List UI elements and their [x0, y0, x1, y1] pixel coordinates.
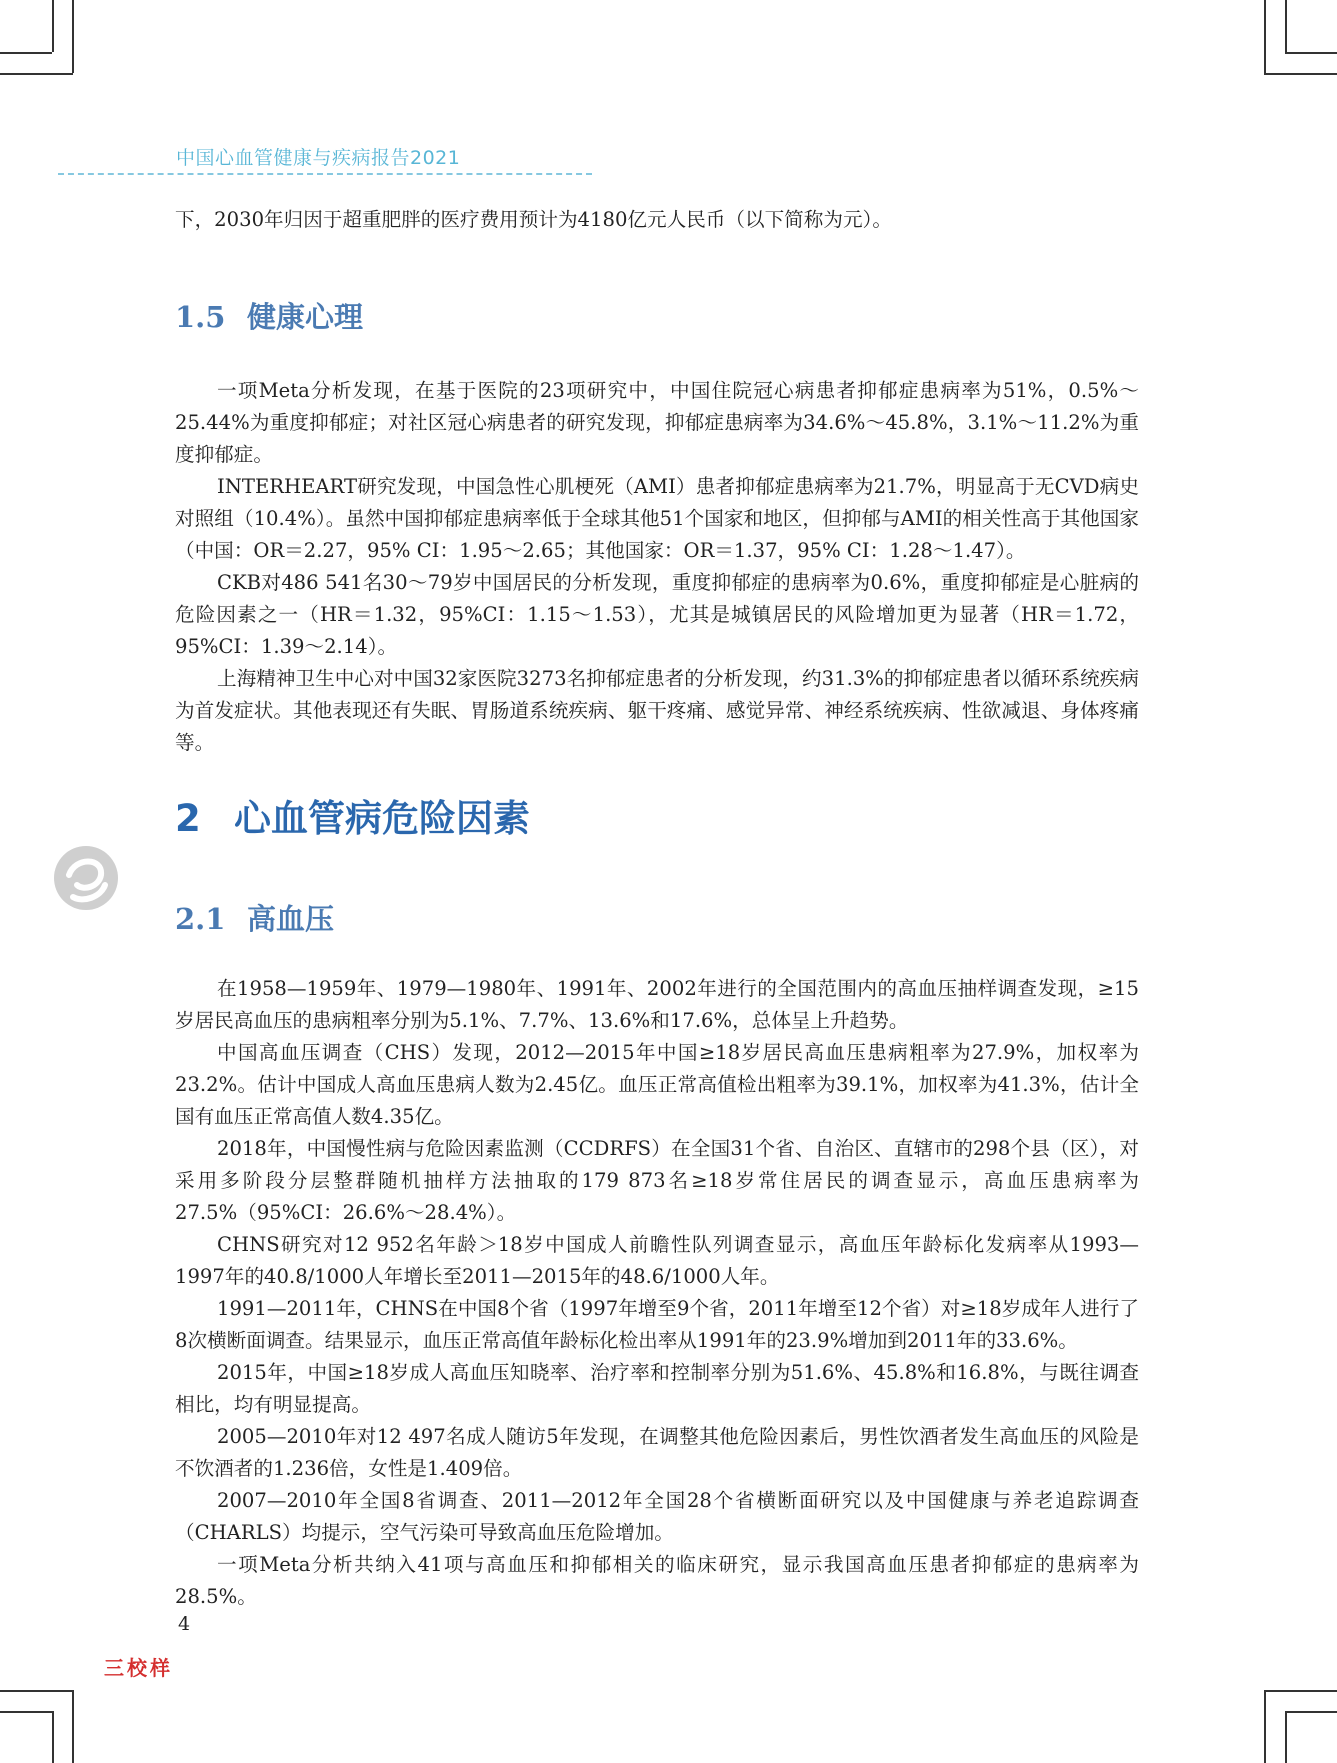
crop-mark-bottom-left-v2	[52, 1711, 54, 1763]
crop-mark-top-right-h2	[1285, 52, 1337, 54]
crop-mark-top-left-h	[0, 73, 73, 75]
running-header: 中国心血管健康与疾病报告2021	[176, 147, 461, 169]
paragraph: CHNS研究对12 952名年龄＞18岁中国成人前瞻性队列调查显示，高血压年龄标化发病率从1993—1997年的40.8/1000人年增长至2011—2015年的48.6/1000人年。	[175, 1233, 1139, 1288]
paragraph: 2005—2010年对12 497名成人随访5年发现，在调整其他危险因素后，男性饮酒者发生高血压的风险是不饮酒者的1.236倍，女性是1.409倍。	[175, 1425, 1139, 1480]
swirl-logo-icon	[53, 845, 119, 911]
crop-mark-bottom-right-v2	[1285, 1711, 1287, 1763]
section-title: 健康心理	[247, 300, 364, 334]
chapter-number: 2	[175, 797, 201, 840]
paragraph: 在1958—1959年、1979—1980年、1991年、2002年进行的全国范围内的高血压抽样调查发现，≥15岁居民高血压的患病粗率分别为5.1%、7.7%、13.6%和17.6%，总体呈上升趋势。	[175, 977, 1139, 1032]
section-1-5-body	[175, 375, 1139, 759]
paragraph: 上海精神卫生中心对中国32家医院3273名抑郁症患者的分析发现，约31.3%的抑郁症患者以循环系统疾病为首发症状。其他表现还有失眠、胃肠道系统疾病、躯干疼痛、感觉异常、神经系统疾病、性欲减退、身体疼痛等。	[175, 667, 1139, 754]
crop-mark-top-right-v	[1264, 0, 1266, 73]
chapter-title: 心血管病危险因素	[234, 797, 530, 840]
crop-mark-top-left-v2	[52, 0, 54, 52]
proof-stamp: 三校样	[104, 1656, 173, 1680]
intro-paragraph: 下，2030年归因于超重肥胖的医疗费用预计为4180亿元人民币（以下简称为元）。	[175, 208, 892, 231]
crop-mark-bottom-right-h2	[1285, 1711, 1337, 1713]
paragraph: 一项Meta分析发现，在基于医院的23项研究中，中国住院冠心病患者抑郁症患病率为51%，0.5%～25.44%为重度抑郁症；对社区冠心病患者的研究发现，抑郁症患病率为34.6%～45.8%，3.1%～11.2%为重度抑郁症。	[175, 379, 1139, 466]
crop-mark-bottom-left-v	[72, 1690, 74, 1763]
paragraph: 2007—2010年全国8省调查、2011—2012年全国28个省横断面研究以及中国健康与养老追踪调查（CHARLS）均提示，空气污染可导致高血压危险增加。	[175, 1489, 1139, 1544]
section-title: 高血压	[247, 902, 335, 936]
section-number: 1.5	[175, 300, 226, 334]
crop-mark-bottom-right-h	[1264, 1690, 1337, 1692]
section-heading-1-5	[175, 295, 1139, 336]
paragraph: INTERHEART研究发现，中国急性心肌梗死（AMI）患者抑郁症患病率为21.7%，明显高于无CVD病史对照组（10.4%）。虽然中国抑郁症患病率低于全球其他51个国家和地区，但抑郁与AMI的相关性高于其他国家（中国：OR＝2.27，95% CI：1.95～2.65；其他国家：OR＝1.37，95% CI：1.28～1.47）。	[175, 475, 1139, 562]
paragraph: 2015年，中国≥18岁成人高血压知晓率、治疗率和控制率分别为51.6%、45.8%和16.8%，与既往调查相比，均有明显提高。	[175, 1361, 1139, 1416]
section-2-1-body	[175, 973, 1139, 1613]
crop-mark-top-left-v	[72, 0, 74, 73]
chapter-heading-2	[175, 788, 1139, 842]
crop-mark-bottom-left-h2	[0, 1711, 52, 1713]
paragraph: CKB对486 541名30～79岁中国居民的分析发现，重度抑郁症的患病率为0.6%，重度抑郁症是心脏病的危险因素之一（HR＝1.32，95%CI：1.15～1.53），尤其是城镇居民的风险增加更为显著（HR＝1.72，95%CI：1.39～2.14）。	[175, 571, 1139, 658]
crop-mark-top-right-h	[1264, 73, 1337, 75]
section-number: 2.1	[175, 902, 226, 936]
crop-mark-bottom-left-h	[0, 1690, 73, 1692]
paragraph: 一项Meta分析共纳入41项与高血压和抑郁相关的临床研究，显示我国高血压患者抑郁症的患病率为28.5%。	[175, 1553, 1139, 1608]
paragraph: 1991—2011年，CHNS在中国8个省（1997年增至9个省，2011年增至12个省）对≥18岁成年人进行了8次横断面调查。结果显示，血压正常高值年龄标化检出率从1991年的23.9%增加到2011年的33.6%。	[175, 1297, 1139, 1352]
crop-mark-top-right-v2	[1285, 0, 1287, 52]
page-number: 4	[178, 1613, 191, 1635]
crop-mark-top-left-h2	[0, 52, 52, 54]
section-heading-2-1	[175, 897, 1139, 938]
paragraph: 2018年，中国慢性病与危险因素监测（CCDRFS）在全国31个省、自治区、直辖市的298个县（区），对采用多阶段分层整群随机抽样方法抽取的179 873名≥18岁常住居民的调查显示，高血压患病率为27.5%（95%CI：26.6%～28.4%）。	[175, 1137, 1139, 1224]
paragraph: 中国高血压调查（CHS）发现，2012—2015年中国≥18岁居民高血压患病粗率为27.9%，加权率为23.2%。估计中国成人高血压患病人数为2.45亿。血压正常高值检出粗率为39.1%，加权率为41.3%，估计全国有血压正常高值人数4.35亿。	[175, 1041, 1139, 1128]
header-dashed-rule	[58, 173, 592, 175]
page-content	[175, 204, 1139, 1613]
crop-mark-bottom-right-v	[1264, 1690, 1266, 1763]
